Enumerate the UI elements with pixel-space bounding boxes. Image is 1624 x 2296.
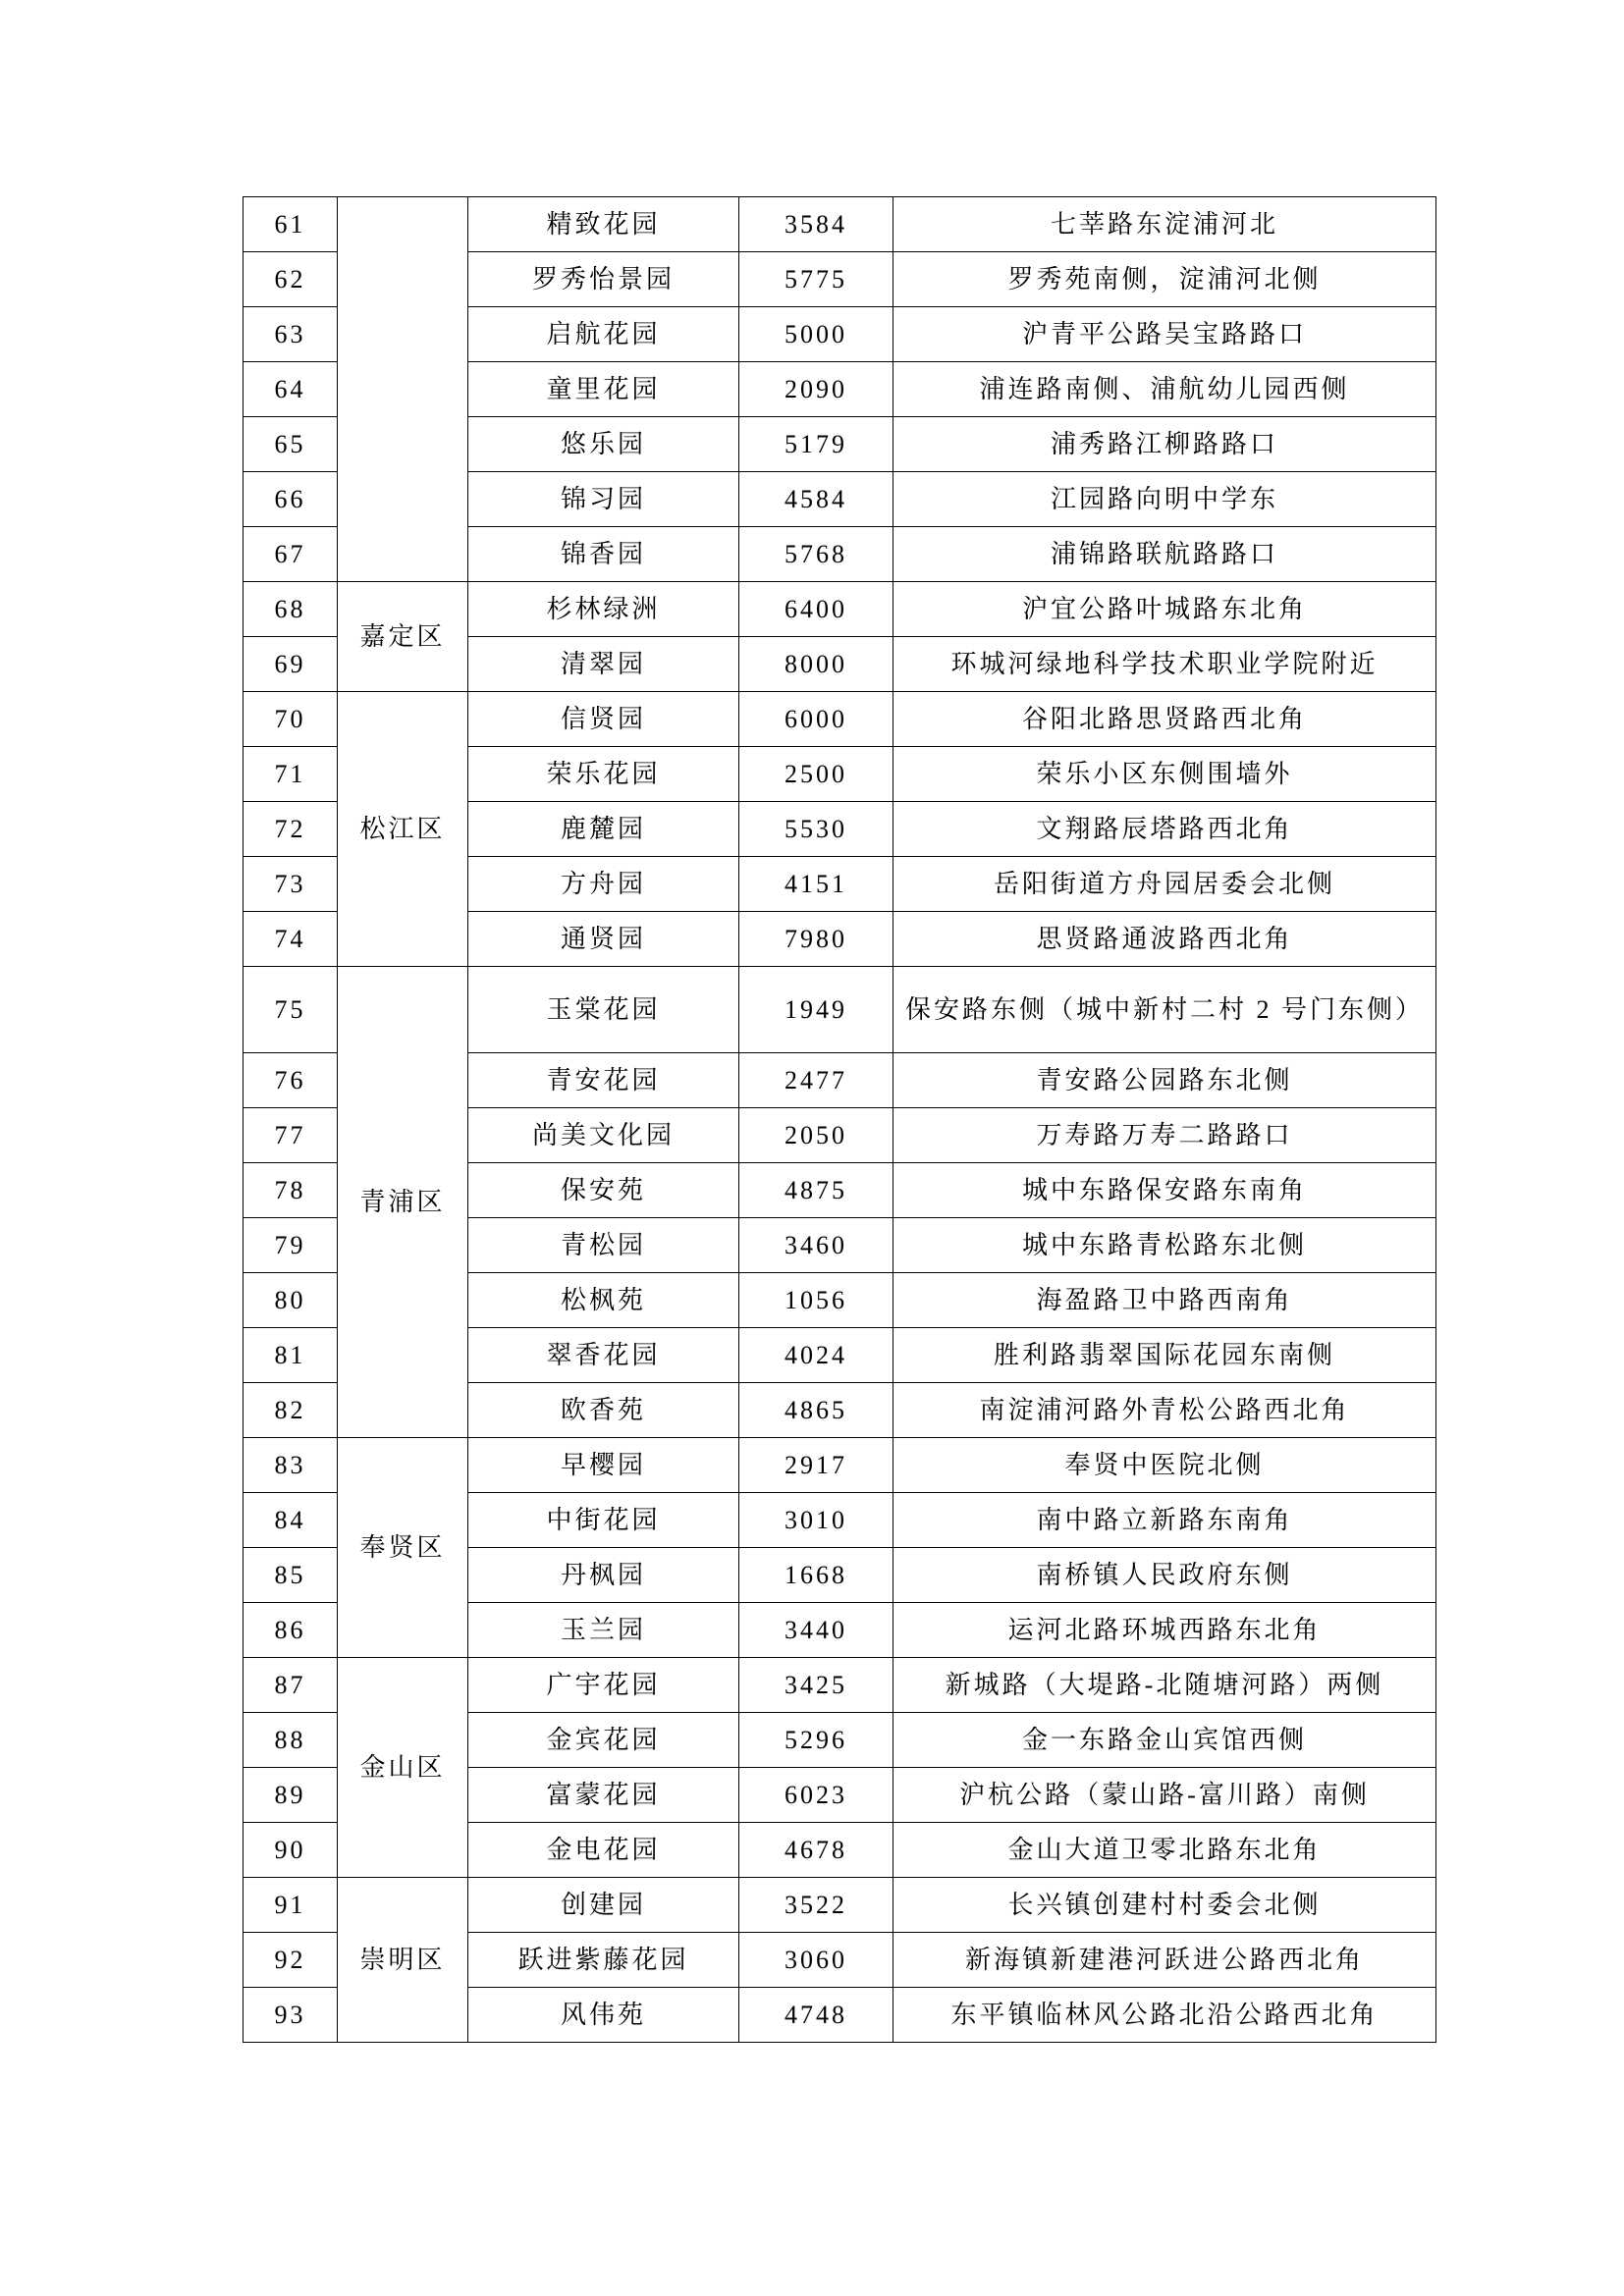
park-location: 谷阳北路思贤路西北角 [893,692,1436,747]
table-row [244,1438,1436,1493]
table-row [244,967,1436,1053]
park-area: 2917 [739,1438,893,1493]
park-location: 新城路（大堤路-北随塘河路）两侧 [893,1658,1436,1713]
park-location: 环城河绿地科学技术职业学院附近 [893,637,1436,692]
park-location: 城中东路青松路东北侧 [893,1218,1436,1273]
park-name: 松枫苑 [468,1273,739,1328]
park-name: 欧香苑 [468,1383,739,1438]
park-area: 4678 [739,1823,893,1878]
park-list-table [243,196,1436,2043]
row-number: 88 [244,1713,338,1768]
park-name: 金宾花园 [468,1713,739,1768]
park-location: 江园路向明中学东 [893,472,1436,527]
park-area: 3060 [739,1933,893,1988]
park-area: 2090 [739,362,893,417]
park-location: 浦秀路江柳路路口 [893,417,1436,472]
park-area: 4875 [739,1163,893,1218]
row-number: 74 [244,912,338,967]
park-name: 富蒙花园 [468,1768,739,1823]
park-area: 3522 [739,1878,893,1933]
park-name: 丹枫园 [468,1548,739,1603]
park-name: 玉兰园 [468,1603,739,1658]
park-area: 2050 [739,1108,893,1163]
table-row [244,1878,1436,1933]
park-location: 长兴镇创建村村委会北侧 [893,1878,1436,1933]
park-name: 方舟园 [468,857,739,912]
park-name: 通贤园 [468,912,739,967]
park-area: 4584 [739,472,893,527]
park-area: 5179 [739,417,893,472]
row-number: 82 [244,1383,338,1438]
park-area: 5530 [739,802,893,857]
row-number: 76 [244,1053,338,1108]
park-location: 奉贤中医院北侧 [893,1438,1436,1493]
park-location: 万寿路万寿二路路口 [893,1108,1436,1163]
park-location: 金一东路金山宾馆西侧 [893,1713,1436,1768]
park-area: 5296 [739,1713,893,1768]
park-area: 7980 [739,912,893,967]
park-name: 锦香园 [468,527,739,582]
park-name: 玉棠花园 [468,967,739,1053]
park-location: 沪青平公路吴宝路路口 [893,307,1436,362]
row-number: 80 [244,1273,338,1328]
park-location: 南中路立新路东南角 [893,1493,1436,1548]
park-area: 4748 [739,1988,893,2043]
park-location: 浦锦路联航路路口 [893,527,1436,582]
park-name: 童里花园 [468,362,739,417]
park-location: 浦连路南侧、浦航幼儿园西侧 [893,362,1436,417]
park-name: 青松园 [468,1218,739,1273]
row-number: 78 [244,1163,338,1218]
row-number: 73 [244,857,338,912]
park-location: 文翔路辰塔路西北角 [893,802,1436,857]
row-number: 68 [244,582,338,637]
park-area: 2477 [739,1053,893,1108]
row-number: 75 [244,967,338,1053]
park-area: 5000 [739,307,893,362]
row-number: 87 [244,1658,338,1713]
park-area: 1949 [739,967,893,1053]
park-name: 保安苑 [468,1163,739,1218]
park-area: 3460 [739,1218,893,1273]
row-number: 93 [244,1988,338,2043]
park-location: 七莘路东淀浦河北 [893,197,1436,252]
park-area: 3010 [739,1493,893,1548]
table-row [244,582,1436,637]
park-area: 4151 [739,857,893,912]
row-number: 71 [244,747,338,802]
park-area: 4865 [739,1383,893,1438]
park-name: 悠乐园 [468,417,739,472]
park-name: 风伟苑 [468,1988,739,2043]
park-name: 信贤园 [468,692,739,747]
park-area: 6400 [739,582,893,637]
district-cell [338,197,468,582]
park-name: 杉林绿洲 [468,582,739,637]
park-location: 胜利路翡翠国际花园东南侧 [893,1328,1436,1383]
park-name: 荣乐花园 [468,747,739,802]
row-number: 84 [244,1493,338,1548]
park-location: 沪宜公路叶城路东北角 [893,582,1436,637]
park-name: 金电花园 [468,1823,739,1878]
row-number: 72 [244,802,338,857]
district-cell-fengxian: 奉贤区 [338,1438,468,1658]
district-cell-jinshan: 金山区 [338,1658,468,1878]
park-area: 5775 [739,252,893,307]
park-name: 锦习园 [468,472,739,527]
row-number: 79 [244,1218,338,1273]
row-number: 70 [244,692,338,747]
row-number: 62 [244,252,338,307]
row-number: 92 [244,1933,338,1988]
row-number: 61 [244,197,338,252]
park-location: 思贤路通波路西北角 [893,912,1436,967]
park-location: 罗秀苑南侧，淀浦河北侧 [893,252,1436,307]
row-number: 91 [244,1878,338,1933]
row-number: 83 [244,1438,338,1493]
park-area: 8000 [739,637,893,692]
table-row [244,197,1436,252]
table-row [244,1658,1436,1713]
park-area: 4024 [739,1328,893,1383]
park-location: 城中东路保安路东南角 [893,1163,1436,1218]
park-location: 南淀浦河路外青松公路西北角 [893,1383,1436,1438]
row-number: 65 [244,417,338,472]
park-name: 启航花园 [468,307,739,362]
park-location: 南桥镇人民政府东侧 [893,1548,1436,1603]
park-name: 跃进紫藤花园 [468,1933,739,1988]
district-cell-chongming: 崇明区 [338,1878,468,2043]
park-name: 尚美文化园 [468,1108,739,1163]
park-area: 3440 [739,1603,893,1658]
district-cell-songjiang: 松江区 [338,692,468,967]
park-area: 3425 [739,1658,893,1713]
row-number: 85 [244,1548,338,1603]
row-number: 89 [244,1768,338,1823]
park-name: 精致花园 [468,197,739,252]
park-name: 青安花园 [468,1053,739,1108]
park-location: 金山大道卫零北路东北角 [893,1823,1436,1878]
park-location: 保安路东侧（城中新村二村 2 号门东侧） [893,967,1436,1053]
park-location: 新海镇新建港河跃进公路西北角 [893,1933,1436,1988]
table-row [244,692,1436,747]
park-name: 早樱园 [468,1438,739,1493]
park-area: 1668 [739,1548,893,1603]
row-number: 67 [244,527,338,582]
park-name: 翠香花园 [468,1328,739,1383]
park-area: 3584 [739,197,893,252]
park-location: 东平镇临林风公路北沿公路西北角 [893,1988,1436,2043]
park-location: 岳阳街道方舟园居委会北侧 [893,857,1436,912]
park-location: 沪杭公路（蒙山路-富川路）南侧 [893,1768,1436,1823]
park-location: 海盈路卫中路西南角 [893,1273,1436,1328]
park-area: 6023 [739,1768,893,1823]
park-name: 中街花园 [468,1493,739,1548]
row-number: 63 [244,307,338,362]
park-area: 5768 [739,527,893,582]
park-name: 清翠园 [468,637,739,692]
district-cell-jiading: 嘉定区 [338,582,468,692]
park-location: 运河北路环城西路东北角 [893,1603,1436,1658]
park-area: 6000 [739,692,893,747]
park-name: 创建园 [468,1878,739,1933]
row-number: 66 [244,472,338,527]
row-number: 77 [244,1108,338,1163]
row-number: 90 [244,1823,338,1878]
park-name: 广宇花园 [468,1658,739,1713]
district-cell-qingpu: 青浦区 [338,967,468,1438]
park-location: 青安路公园路东北侧 [893,1053,1436,1108]
row-number: 86 [244,1603,338,1658]
park-name: 罗秀怡景园 [468,252,739,307]
park-area: 1056 [739,1273,893,1328]
park-area: 2500 [739,747,893,802]
row-number: 64 [244,362,338,417]
park-location: 荣乐小区东侧围墙外 [893,747,1436,802]
row-number: 69 [244,637,338,692]
park-name: 鹿麓园 [468,802,739,857]
row-number: 81 [244,1328,338,1383]
